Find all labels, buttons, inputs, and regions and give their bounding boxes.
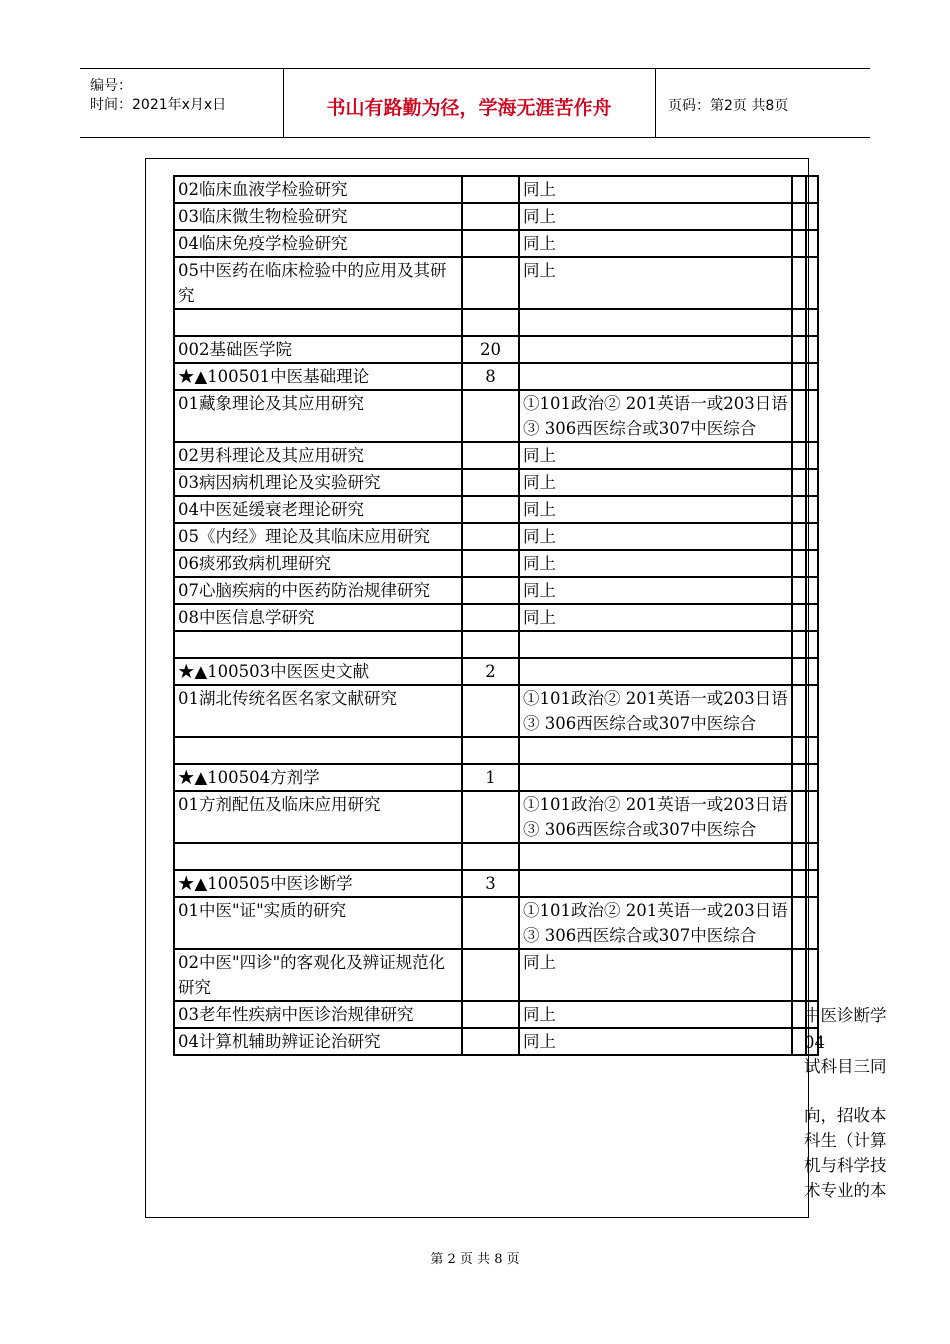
program-name: ★▲100503中医医史文献 bbox=[174, 658, 462, 685]
enrollment-count bbox=[462, 631, 519, 658]
enrollment-count bbox=[462, 1001, 519, 1028]
time-label: 时间：2021年x月x日 bbox=[90, 97, 227, 113]
enrollment-count bbox=[462, 390, 519, 442]
exam-subjects: ①101政治② 201英语一或203日语③ 306西医综合或307中医综合 bbox=[519, 390, 792, 442]
table-row bbox=[174, 363, 818, 390]
enrollment-count bbox=[462, 523, 519, 550]
exam-subjects: 同上 bbox=[519, 1028, 792, 1055]
enrollment-count: 20 bbox=[462, 336, 519, 363]
side-note-line: 中医诊断学 bbox=[804, 1006, 887, 1025]
header-motto: 书山有路勤为径，学海无涯苦作舟 bbox=[326, 97, 612, 119]
program-name: 05《内经》理论及其临床应用研究 bbox=[174, 523, 462, 550]
program-name bbox=[174, 843, 462, 870]
exam-subjects bbox=[519, 843, 792, 870]
enrollment-count: 3 bbox=[462, 870, 519, 897]
table-row-blank bbox=[174, 737, 818, 764]
table-row bbox=[174, 764, 818, 791]
table-row bbox=[174, 949, 818, 1001]
side-note-line: 04 bbox=[804, 1033, 825, 1052]
table-row bbox=[174, 870, 818, 897]
exam-subjects bbox=[519, 363, 792, 390]
table-row bbox=[174, 604, 818, 631]
exam-subjects: 同上 bbox=[519, 257, 792, 309]
table-row bbox=[174, 442, 818, 469]
enrollment-count bbox=[462, 897, 519, 949]
header-meta-cell bbox=[80, 69, 284, 137]
table-row-blank bbox=[174, 631, 818, 658]
table-row bbox=[174, 390, 818, 442]
table-row bbox=[174, 1028, 818, 1055]
exam-subjects: 同上 bbox=[519, 577, 792, 604]
program-name bbox=[174, 631, 462, 658]
exam-subjects: 同上 bbox=[519, 550, 792, 577]
table-row bbox=[174, 685, 818, 737]
table-row bbox=[174, 203, 818, 230]
page-header bbox=[80, 68, 870, 138]
program-name: 03老年性疾病中医诊治规律研究 bbox=[174, 1001, 462, 1028]
side-note-line: 向，招收本 bbox=[804, 1106, 887, 1125]
side-note-line: 机与科学技 bbox=[804, 1156, 887, 1175]
exam-subjects: 同上 bbox=[519, 230, 792, 257]
enrollment-count bbox=[462, 230, 519, 257]
number-label: 编号： bbox=[90, 78, 132, 94]
table-row bbox=[174, 577, 818, 604]
exam-subjects: ①101政治② 201英语一或203日语③ 306西医综合或307中医综合 bbox=[519, 685, 792, 737]
table-row bbox=[174, 496, 818, 523]
table-row-blank bbox=[174, 309, 818, 336]
table-row bbox=[174, 257, 818, 309]
program-name: 02临床血液学检验研究 bbox=[174, 176, 462, 203]
enrollment-count bbox=[462, 1028, 519, 1055]
program-name: 04临床免疫学检验研究 bbox=[174, 230, 462, 257]
enrollment-count: 2 bbox=[462, 658, 519, 685]
exam-subjects bbox=[519, 658, 792, 685]
exam-subjects: 同上 bbox=[519, 496, 792, 523]
enrollment-count bbox=[462, 949, 519, 1001]
program-name: 07心脑疾病的中医药防治规律研究 bbox=[174, 577, 462, 604]
enrollment-count bbox=[462, 469, 519, 496]
enrollment-count bbox=[462, 843, 519, 870]
enrollment-count bbox=[462, 737, 519, 764]
exam-subjects: 同上 bbox=[519, 203, 792, 230]
table-row bbox=[174, 550, 818, 577]
exam-subjects bbox=[519, 737, 792, 764]
program-name: ★▲100501中医基础理论 bbox=[174, 363, 462, 390]
header-page-cell bbox=[655, 69, 871, 137]
enrollment-count bbox=[462, 309, 519, 336]
program-name: ★▲100505中医诊断学 bbox=[174, 870, 462, 897]
enrollment-count: 1 bbox=[462, 764, 519, 791]
side-note-line: 术专业的本 bbox=[804, 1181, 887, 1200]
exam-subjects bbox=[519, 336, 792, 363]
enrollment-count bbox=[462, 577, 519, 604]
program-name: 04计算机辅助辨证论治研究 bbox=[174, 1028, 462, 1055]
table-row bbox=[174, 523, 818, 550]
exam-subjects bbox=[519, 870, 792, 897]
enrollment-count bbox=[462, 604, 519, 631]
program-name: 03病因病机理论及实验研究 bbox=[174, 469, 462, 496]
table-row bbox=[174, 469, 818, 496]
table-row bbox=[174, 658, 818, 685]
exam-subjects: 同上 bbox=[519, 1001, 792, 1028]
exam-subjects bbox=[519, 631, 792, 658]
exam-subjects: ①101政治② 201英语一或203日语③ 306西医综合或307中医综合 bbox=[519, 791, 792, 843]
exam-subjects: 同上 bbox=[519, 442, 792, 469]
side-note-line: 科生（计算 bbox=[804, 1131, 887, 1150]
program-name: 002基础医学院 bbox=[174, 336, 462, 363]
exam-subjects: 同上 bbox=[519, 949, 792, 1001]
table-row bbox=[174, 1001, 818, 1028]
exam-subjects: 同上 bbox=[519, 176, 792, 203]
enrollment-count bbox=[462, 496, 519, 523]
side-note-line: 试科目三同 bbox=[804, 1057, 887, 1076]
enrollment-count bbox=[462, 685, 519, 737]
program-name: 05中医药在临床检验中的应用及其研究 bbox=[174, 257, 462, 309]
exam-subjects: ①101政治② 201英语一或203日语③ 306西医综合或307中医综合 bbox=[519, 897, 792, 949]
exam-subjects bbox=[519, 309, 792, 336]
program-name: 01方剂配伍及临床应用研究 bbox=[174, 791, 462, 843]
program-name bbox=[174, 737, 462, 764]
enrollment-count bbox=[462, 442, 519, 469]
exam-subjects: 同上 bbox=[519, 523, 792, 550]
enrollment-count bbox=[462, 257, 519, 309]
program-name: 02男科理论及其应用研究 bbox=[174, 442, 462, 469]
enrollment-count bbox=[462, 550, 519, 577]
program-name bbox=[174, 309, 462, 336]
program-name: 01中医"证"实质的研究 bbox=[174, 897, 462, 949]
table-row bbox=[174, 230, 818, 257]
program-name: 02中医"四诊"的客观化及辨证规范化研究 bbox=[174, 949, 462, 1001]
table-row bbox=[174, 897, 818, 949]
program-name: 01藏象理论及其应用研究 bbox=[174, 390, 462, 442]
enrollment-count: 8 bbox=[462, 363, 519, 390]
exam-subjects: 同上 bbox=[519, 469, 792, 496]
program-name: 08中医信息学研究 bbox=[174, 604, 462, 631]
table-row bbox=[174, 336, 818, 363]
program-name: 04中医延缓衰老理论研究 bbox=[174, 496, 462, 523]
enrollment-count bbox=[462, 791, 519, 843]
program-name: 06痰邪致病机理研究 bbox=[174, 550, 462, 577]
program-table bbox=[173, 175, 819, 1056]
exam-subjects: 同上 bbox=[519, 604, 792, 631]
table-row-blank bbox=[174, 843, 818, 870]
program-name: ★▲100504方剂学 bbox=[174, 764, 462, 791]
program-name: 03临床微生物检验研究 bbox=[174, 203, 462, 230]
enrollment-count bbox=[462, 176, 519, 203]
program-name: 01湖北传统名医名家文献研究 bbox=[174, 685, 462, 737]
page-info: 页码：第2页 共8页 bbox=[668, 98, 789, 114]
page-footer: 第 2 页 共 8 页 bbox=[430, 1252, 520, 1267]
table-row bbox=[174, 176, 818, 203]
enrollment-count bbox=[462, 203, 519, 230]
exam-subjects bbox=[519, 764, 792, 791]
table-row bbox=[174, 791, 818, 843]
